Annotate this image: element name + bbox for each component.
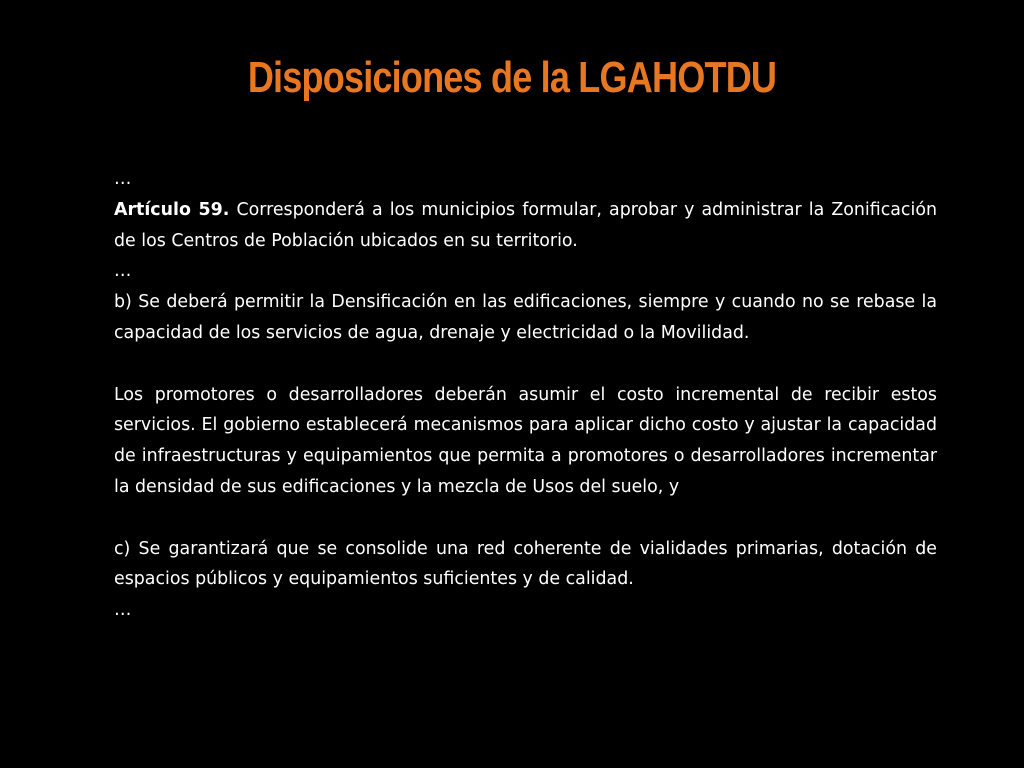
ellipsis-bottom: … (114, 600, 132, 621)
article-59-paragraph (114, 195, 937, 257)
article-59-text: Corresponderá a los municipios formular, aprobar y administrar la Zonificación de los Centros de Población ubicados en su territorio. (114, 199, 937, 251)
paragraph-promotores: Los promotores o desarrolladores deberán asumir el costo incremental de recibir estos servicios. El gobierno establecerá mecanismos para aplicar dicho costo y ajustar la capacidad de infraestructuras y equipamientos que permita a promotores o desarrolladores incrementar la densidad de sus edificaciones y la mezcla de Usos del suelo, y (114, 384, 937, 497)
slide-title: Disposiciones de la LGAHOTDU (247, 53, 777, 102)
ellipsis-top: … (114, 169, 132, 189)
paragraph-c: c) Se garantizará que se consolide una red coherente de vialidades primarias, dotación de espacios públicos y equipamientos suficientes y de calidad. (114, 538, 937, 590)
paragraph-spacer (114, 503, 937, 534)
paragraph-spacer (114, 349, 937, 380)
article-59-label: Artículo 59. (114, 199, 230, 220)
slide-body (114, 164, 937, 626)
paragraph-b: b) Se deberá permitir la Densificación en las edificaciones, siempre y cuando no se rebase la capacidad de los servicios de agua, drenaje y electricidad o la Movilidad. (114, 292, 937, 343)
ellipsis-middle: … (114, 261, 132, 282)
